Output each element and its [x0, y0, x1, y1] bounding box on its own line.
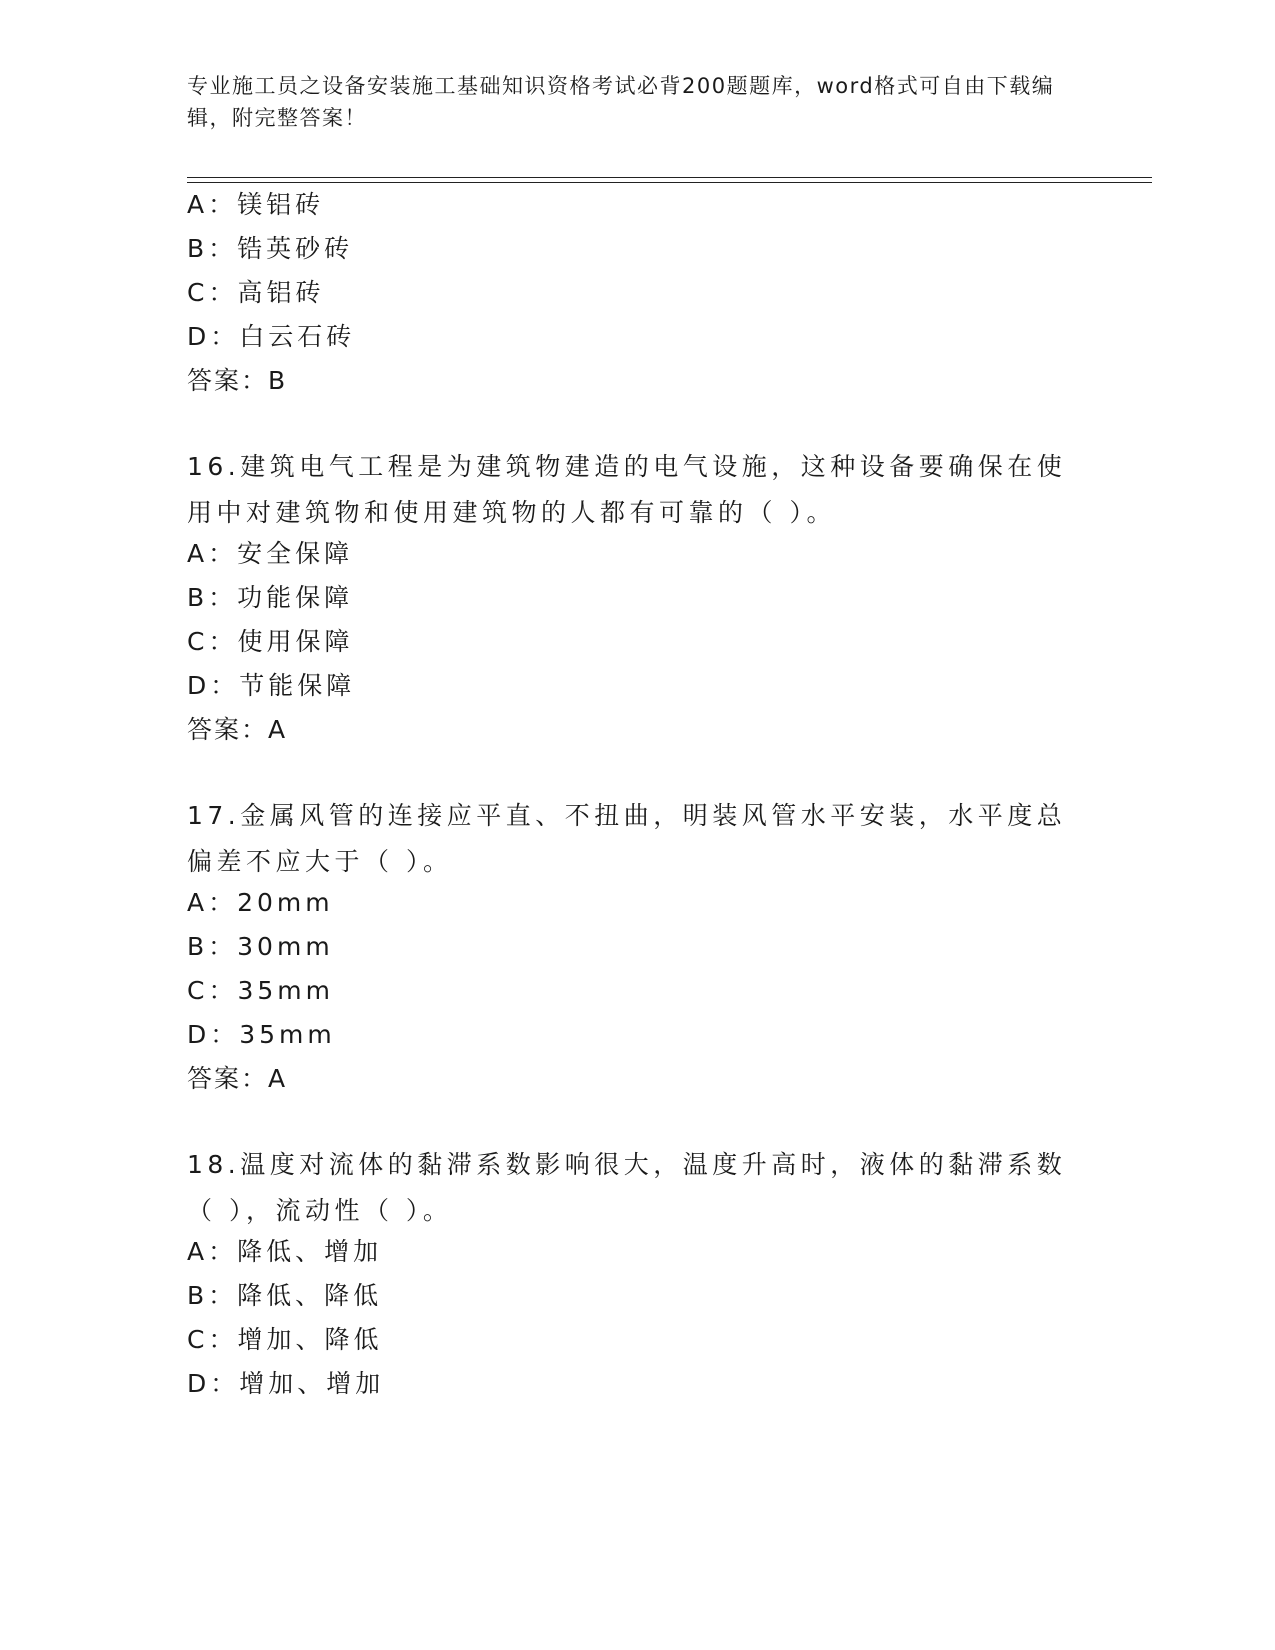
q16-option-a: A：安全保障 — [187, 539, 354, 568]
q16-answer: 答案：A — [187, 715, 288, 744]
q17-option-c: C：35mm — [187, 976, 334, 1005]
q18-question: 18.温度对流体的黏滞系数影响很大，温度升高时，液体的黏滞系数（ ），流动性（ ）。 — [187, 1150, 1067, 1225]
q18-option-c: C：增加、降低 — [187, 1325, 383, 1354]
q17-option-d: D：35mm — [187, 1020, 336, 1049]
q17-answer: 答案：A — [187, 1064, 288, 1093]
q18-option-b: B：降低、降低 — [187, 1281, 383, 1310]
document-header: 专业施工员之设备安装施工基础知识资格考试必背200题题库，word格式可自由下载编辑，附完整答案！ — [187, 74, 1055, 130]
q16-question: 16.建筑电气工程是为建筑物建造的电气设施，这种设备要确保在使用中对建筑物和使用建筑物的人都有可靠的（ ）。 — [187, 452, 1067, 527]
q16-option-c: C：使用保障 — [187, 627, 354, 656]
q15-option-d: D：白云石砖 — [187, 322, 356, 351]
q18-option-a: A：降低、增加 — [187, 1237, 383, 1266]
q15-option-a: A：镁铝砖 — [187, 190, 325, 219]
q17-option-b: B：30mm — [187, 932, 334, 961]
header-rule-bottom — [187, 182, 1152, 183]
q17-option-a: A：20mm — [187, 888, 334, 917]
q15-option-c: C：高铝砖 — [187, 278, 325, 307]
q15-answer: 答案：B — [187, 366, 288, 395]
q16-option-b: B：功能保障 — [187, 583, 354, 612]
header-rule-top — [187, 177, 1152, 178]
q17-question: 17.金属风管的连接应平直、不扭曲，明装风管水平安装，水平度总偏差不应大于（ ）。 — [187, 801, 1067, 876]
q18-option-d: D：增加、增加 — [187, 1369, 385, 1398]
q15-option-b: B：锆英砂砖 — [187, 234, 354, 263]
q16-option-d: D：节能保障 — [187, 671, 356, 700]
